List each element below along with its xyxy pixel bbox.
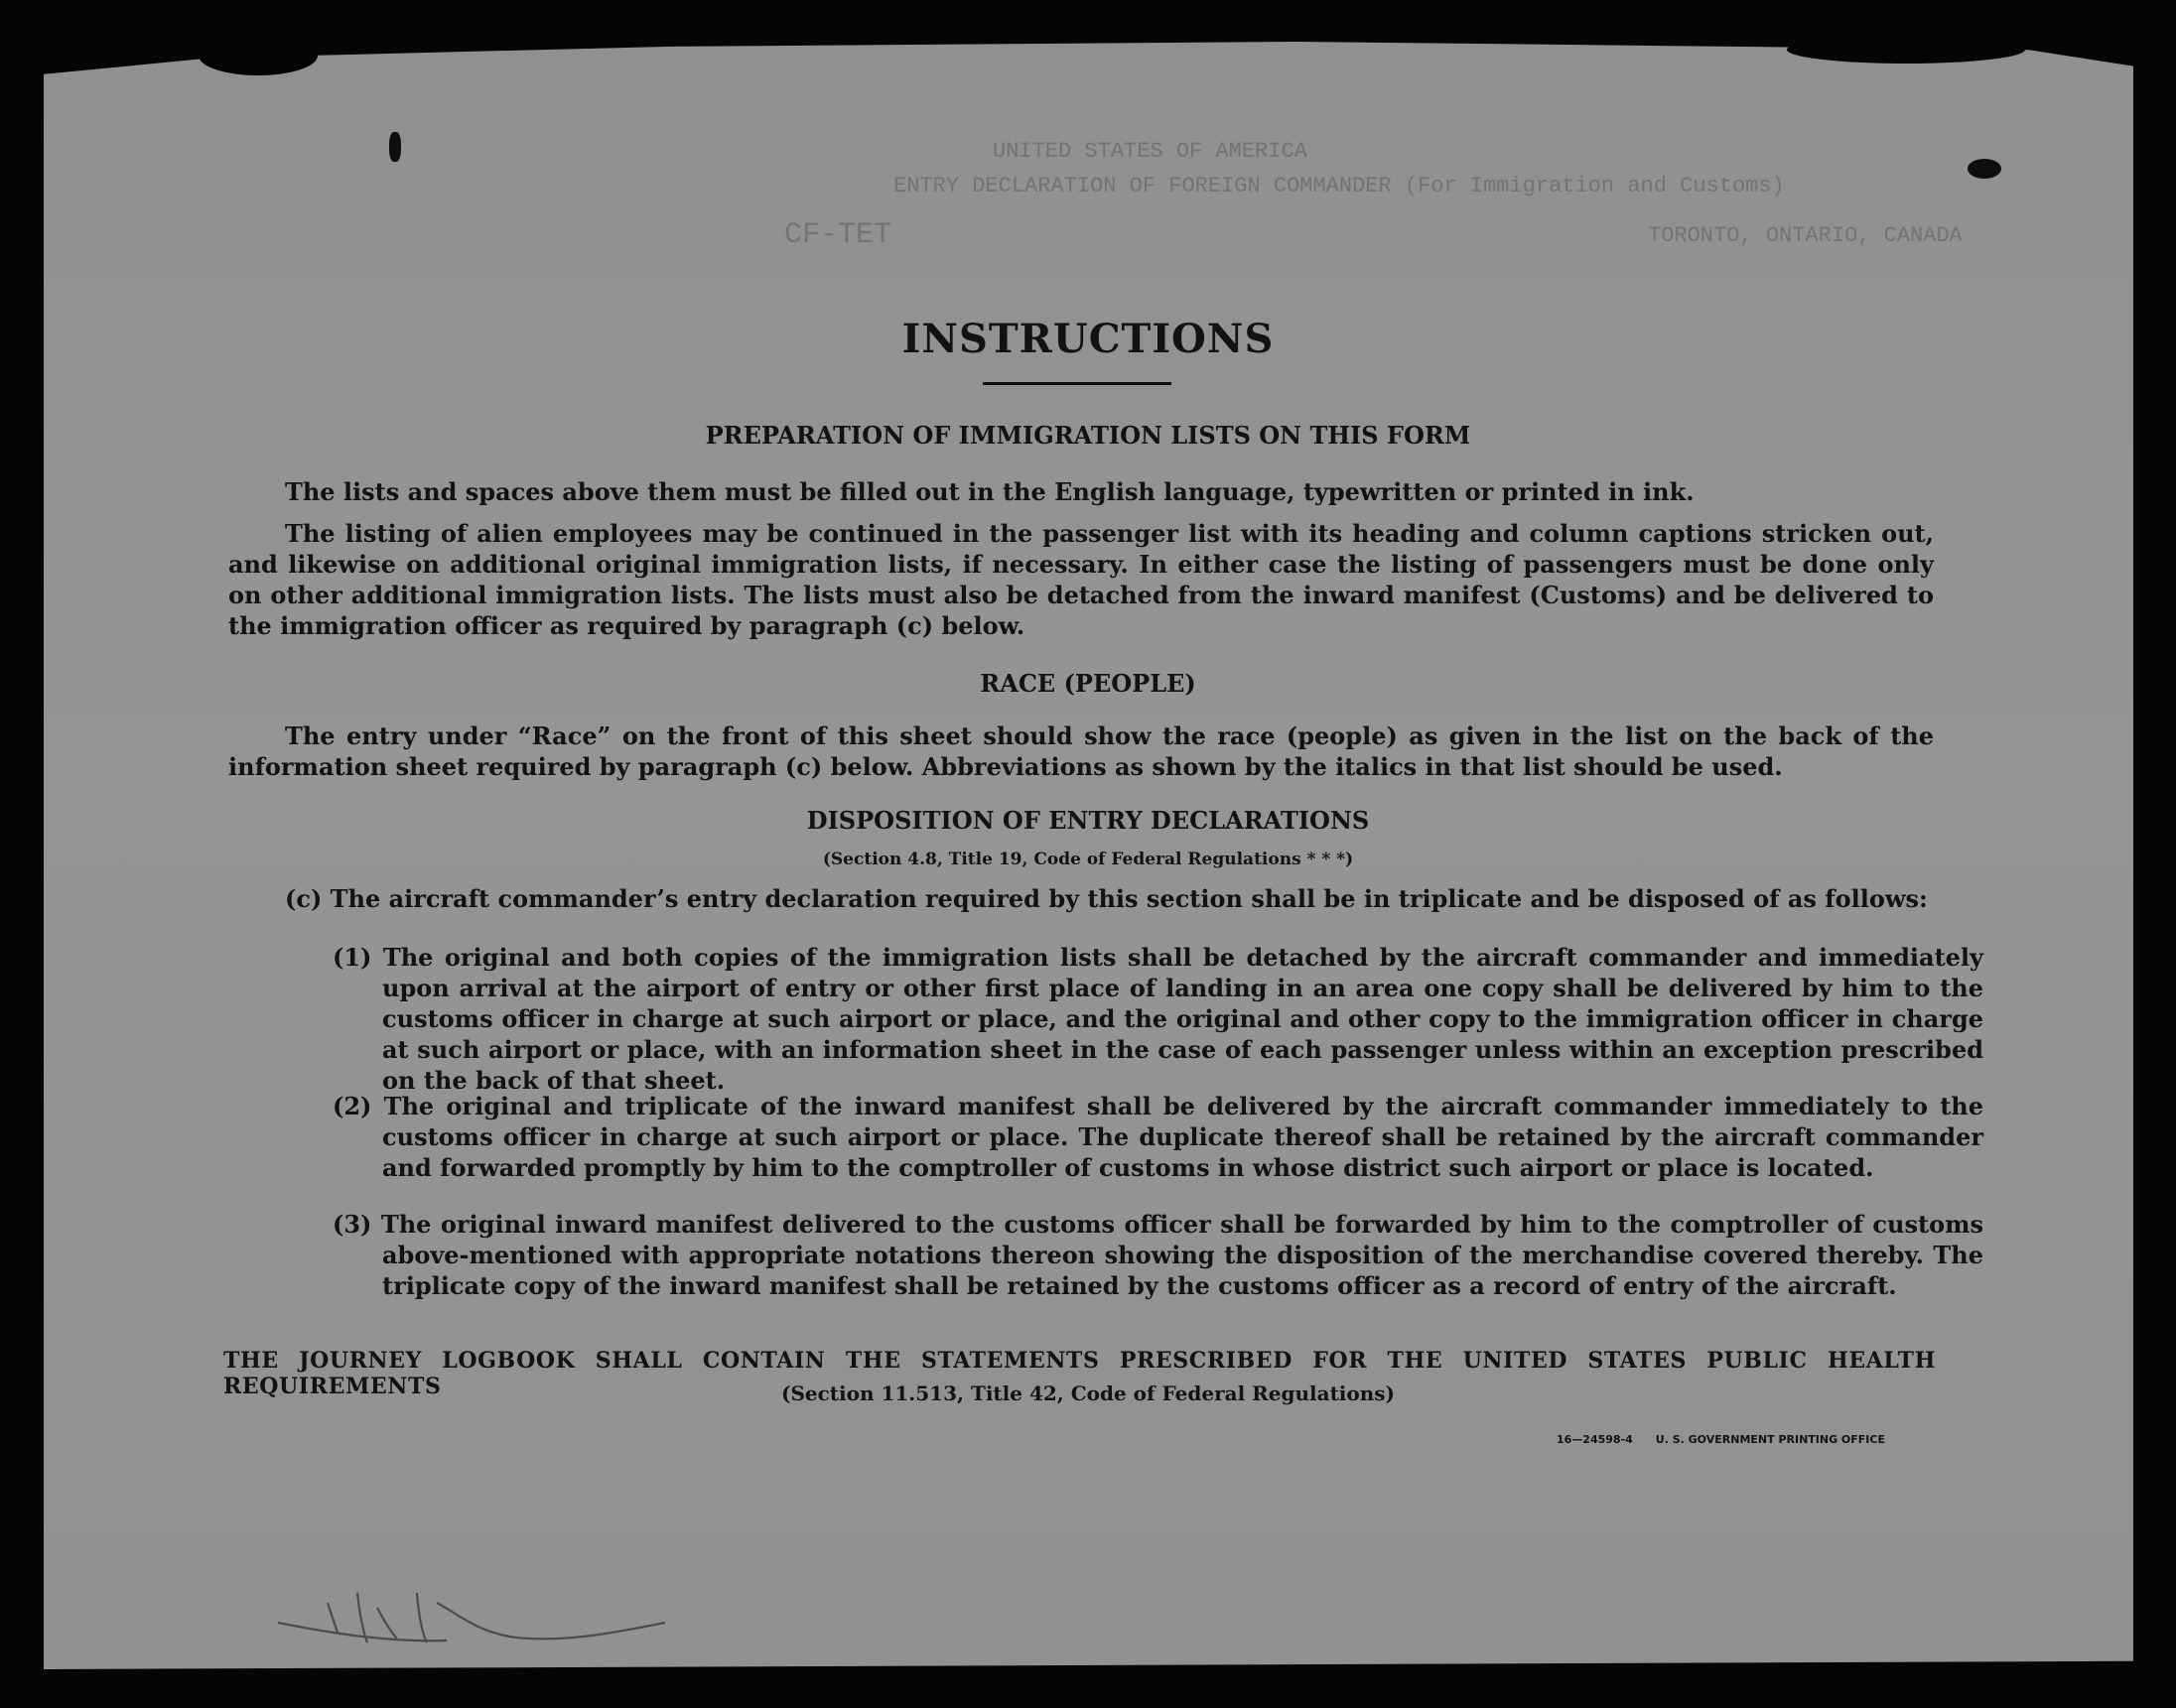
preparation-paragraph-2-text: The listing of alien employees may be continued in the passenger list with its heading and column captions stricken out, and likewise on additional original immigration lists, if necessary. In either case the listing of passengers must be done only on other additional immigration lists. The lists must also be detached from the inward manifest (Customs) and be delivered to the immigration officer as required by paragraph (c) below. xyxy=(228,519,1934,640)
disposition-intro xyxy=(228,883,1934,914)
disposition-item-3: (3) The original inward manifest delivered to the customs officer shall be forwarded by him to the comptroller of customs above-mentioned with appropriate notations thereon showing the disposition of the merchandise covered thereby. The triplicate copy of the inward manifest shall be retained by the customs officer as a record of entry of the aircraft. xyxy=(333,1210,1983,1300)
footer-citation: (Section 11.513, Title 42, Code of Federal Regulations) xyxy=(780,1381,1396,1405)
print-code xyxy=(1557,1433,1885,1446)
disposition-item-2: (2) The original and triplicate of the inward manifest shall be delivered by the aircraft commander immediately to the customs officer in charge at such airport or place. The duplicate thereof shall be retained by the aircraft commander and forwarded promptly by him to the comptroller of customs in whose district such airport or place is located. xyxy=(333,1092,1983,1182)
disposition-citation: (Section 4.8, Title 19, Code of Federal Regulations * * *) xyxy=(822,850,1354,869)
disposition-heading: DISPOSITION OF ENTRY DECLARATIONS xyxy=(806,806,1370,835)
printer-name: U. S. GOVERNMENT PRINTING OFFICE xyxy=(1655,1433,1885,1446)
bleed-through-line-2: ENTRY DECLARATION OF FOREIGN COMMANDER (For Immigration and Customs) xyxy=(893,174,1785,198)
disposition-item-1: (1) The original and both copies of the immigration lists shall be detached by the aircraft commander and immediately upon arrival at the airport of entry or other first place of landing in an area one copy shall be delivered by him to the customs officer in charge at such airport or place, and the original and other copy to the immigration officer in charge at such airport or place, with an information sheet in the case of each passenger unless within an exception prescribed on the back of that sheet. xyxy=(333,943,1983,1095)
preparation-heading: PREPARATION OF IMMIGRATION LISTS ON THIS FORM xyxy=(705,421,1471,450)
bleed-through-line-3: TORONTO, ONTARIO, CANADA xyxy=(1648,223,1963,248)
footer-statement: THE JOURNEY LOGBOOK SHALL CONTAIN THE STATEMENTS PRESCRIBED FOR THE UNITED STATES PUBLIC HEALTH REQUIREMENTS xyxy=(223,1348,1936,1399)
bleed-through-line-1: UNITED STATES OF AMERICA xyxy=(993,139,1307,164)
disposition-intro-text: (c) The aircraft commander’s entry declaration required by this section shall be in triplicate and be disposed of as follows: xyxy=(285,884,1928,913)
handwritten-signature xyxy=(268,1563,685,1682)
preparation-paragraph-1 xyxy=(228,476,1934,507)
page-title: INSTRUCTIONS xyxy=(901,316,1275,362)
title-rule xyxy=(983,382,1171,385)
print-code-number: 16—24598-4 xyxy=(1557,1433,1633,1446)
race-paragraph-text: The entry under “Race” on the front of this sheet should show the race (people) as given in the list on the back of the information sheet required by paragraph (c) below. Abbreviations as shown by the italics in that list should be used. xyxy=(228,722,1934,781)
bleed-through-line-4: CF-TET xyxy=(784,218,892,252)
preparation-paragraph-2 xyxy=(228,518,1934,641)
race-heading: RACE (PEOPLE) xyxy=(980,669,1196,698)
preparation-paragraph-1-text: The lists and spaces above them must be filled out in the English language, typewritten or printed in ink. xyxy=(285,477,1695,506)
race-paragraph xyxy=(228,721,1934,782)
